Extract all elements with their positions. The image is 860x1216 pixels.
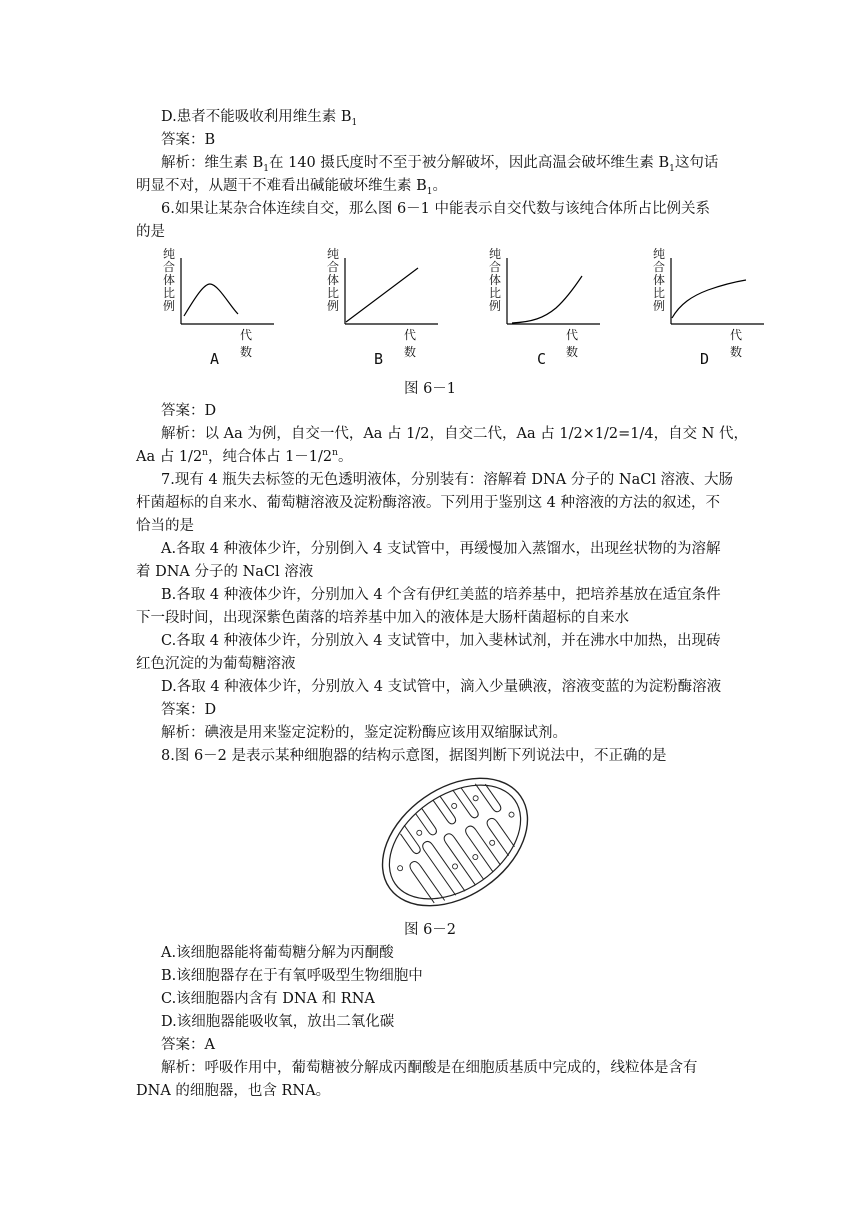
analysis-8-line1: 解析：呼吸作用中，葡萄糖被分解成丙酮酸是在细胞质基质中完成的，线粒体是含有: [161, 1060, 698, 1076]
graph-d-label: D: [700, 350, 710, 368]
option-7c-line2: 红色沉淀的为葡萄糖溶液: [136, 656, 296, 672]
option-7b-line2: 下一段时间，出现深紫色菌落的培养基中加入的液体是大肠杆菌超标的自来水: [136, 610, 629, 626]
analysis-5-line1: 解析：维生素 $B_1$在 140 摄氏度时不至于被分解破坏，因此高温会破坏维生素 $B_1$这句话: [161, 155, 719, 174]
question-7-line1: 7.现有 4 瓶失去标签的无色透明液体，分别装有：溶解着 DNA 分子的 NaCl 溶液、大肠: [161, 472, 734, 488]
graph-b-label: B: [374, 350, 384, 368]
analysis-6-line2: Aa 占 1/2$^n$，纯合体占 $1-1/2^n$。: [136, 448, 353, 465]
analysis-6-line1: 解析：以 Aa 为例，自交一代，Aa 占 1/2，自交二代，Aa 占 1/2×1/2=1/4，自交 N 代，: [161, 426, 749, 442]
option-7a-line1: A.各取 4 种液体少许，分别倒入 4 支试管中，再缓慢加入蒸馏水，出现丝状物的为溶解: [161, 541, 721, 557]
option-8d: D.该细胞器能吸收氧，放出二氧化碳: [161, 1014, 395, 1030]
graph-a-ylabel: 纯 合 体 比 例: [162, 247, 175, 313]
answer-7: 答案：D: [161, 702, 217, 718]
option-7d: D.各取 4 种液体少许，分别放入 4 支试管中，滴入少量碘液，溶液变蓝的为淀粉酶溶液: [161, 679, 722, 695]
option-7a-line2: 着 DNA 分子的 NaCl 溶液: [136, 564, 314, 580]
graph-c-ylabel: 纯 合 体 比 例: [488, 247, 501, 313]
analysis-5-line2: 明显不对，从题干不难看出碱能破坏维生素 $B_1$。: [136, 178, 447, 197]
analysis-7: 解析：碘液是用来鉴定淀粉的，鉴定淀粉酶应该用双缩脲试剂。: [161, 725, 567, 741]
graph-a-label: A: [210, 350, 220, 368]
option-8c: C.该细胞器内含有 DNA 和 RNA: [161, 991, 375, 1007]
mitochondrion-diagram: [375, 772, 535, 912]
curve-a: [184, 284, 238, 316]
curve-c: [512, 276, 582, 323]
option-8b: B.该细胞器存在于有氧呼吸型生物细胞中: [161, 968, 423, 984]
graph-c-label: C: [537, 350, 547, 368]
graph-d-xlabel: 代数: [730, 328, 743, 359]
figure-6-1-caption: 图 6－1: [403, 381, 457, 397]
question-6-line1: 6.如果让某杂合体连续自交，那么图 6－1 中能表示自交代数与该纯合体所占比例关系: [161, 201, 711, 217]
curve-b: [346, 268, 418, 322]
graph-b-ylabel: 纯 合 体 比 例: [326, 247, 339, 313]
answer-8: 答案：A: [161, 1037, 215, 1053]
curve-d: [672, 280, 746, 318]
question-7-line2: 杆菌超标的自来水、葡萄糖溶液及淀粉酶溶液。下列用于鉴别这 4 种溶液的方法的叙述，不: [136, 495, 720, 511]
question-6-line2: 的是: [136, 224, 165, 240]
graph-b-xlabel: 代数: [404, 328, 417, 359]
figure-6-2-caption: 图 6－2: [403, 922, 457, 938]
question-8: 8.图 6－2 是表示某种细胞器的结构示意图，据图判断下列说法中，不正确的是: [161, 748, 667, 764]
graph-c-xlabel: 代数: [566, 328, 579, 359]
answer-5: 答案：B: [161, 132, 216, 148]
answer-6: 答案：D: [161, 403, 217, 419]
graph-d-ylabel: 纯 合 体 比 例: [652, 247, 665, 313]
graph-a-xlabel: 代数: [240, 328, 253, 359]
option-7b-line1: B.各取 4 种液体少许，分别加入 4 个含有伊红美蓝的培养基中，把培养基放在适宜条件: [161, 587, 721, 603]
option-8a: A.该细胞器能将葡萄糖分解为丙酮酸: [161, 945, 394, 961]
question-7-line3: 恰当的是: [136, 518, 194, 534]
option-7c-line1: C.各取 4 种液体少许，分别放入 4 支试管中，加入斐林试剂，并在沸水中加热，出现砖: [161, 633, 721, 649]
option-5d: D.患者不能吸收利用维生素 $B_1$: [161, 109, 358, 128]
analysis-8-line2: DNA 的细胞器，也含 RNA。: [136, 1083, 331, 1099]
